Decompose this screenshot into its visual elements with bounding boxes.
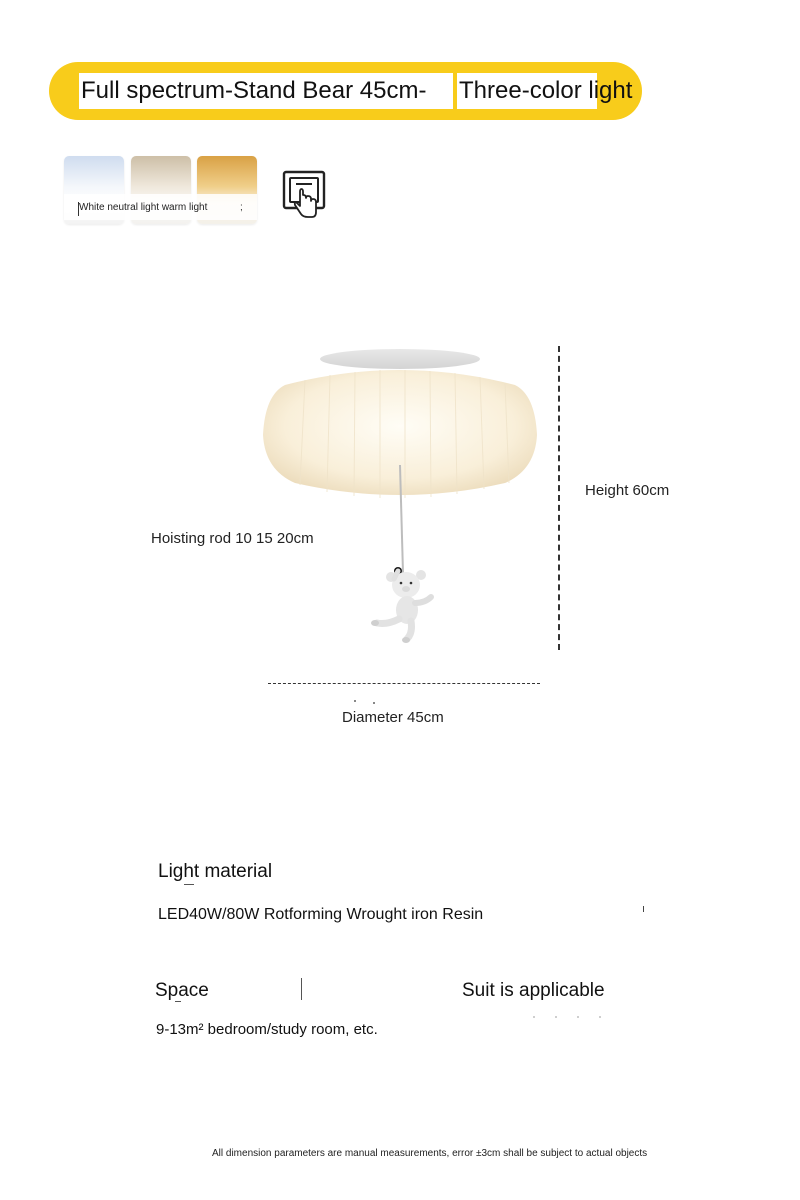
touch-switch-icon [282, 170, 328, 222]
heading-mark [175, 1001, 181, 1002]
heading-mark [184, 884, 194, 885]
footnote: All dimension parameters are manual measurements, error ±3cm shall be subject to actual objects [212, 1148, 648, 1159]
title-banner [49, 62, 642, 120]
space-divider [301, 978, 302, 1000]
light-material-text: LED40W/80W Rotforming Wrought iron Resin [158, 906, 484, 923]
title-secondary-text: Three-color light [459, 77, 633, 104]
diameter-dimension-line [268, 683, 540, 684]
space-text: 9-13m² bedroom/study room, etc. [156, 1021, 378, 1038]
hoisting-rod-label: Hoisting rod 10 15 20cm [151, 530, 314, 547]
swatch-caption: White neutral light warm light [79, 202, 208, 213]
diameter-label: Diameter 45cm [342, 709, 444, 726]
artifact-dots [533, 1016, 603, 1018]
height-label: Height 60cm [585, 482, 670, 499]
suit-applicable-heading: Suit is applicable [462, 980, 605, 1001]
artifact-mark [643, 906, 644, 912]
artifact-dot [373, 702, 375, 704]
lamp-illustration [255, 345, 545, 650]
artifact-dot [354, 700, 356, 702]
space-heading: Space [155, 980, 209, 1001]
title-box-main [79, 73, 453, 109]
title-box-secondary [457, 73, 633, 109]
height-dimension-line [558, 346, 560, 650]
caption-end-mark: ; [240, 202, 243, 213]
title-main-text: Full spectrum-Stand Bear 45cm- [81, 77, 427, 104]
light-material-heading: Light material [158, 861, 273, 882]
